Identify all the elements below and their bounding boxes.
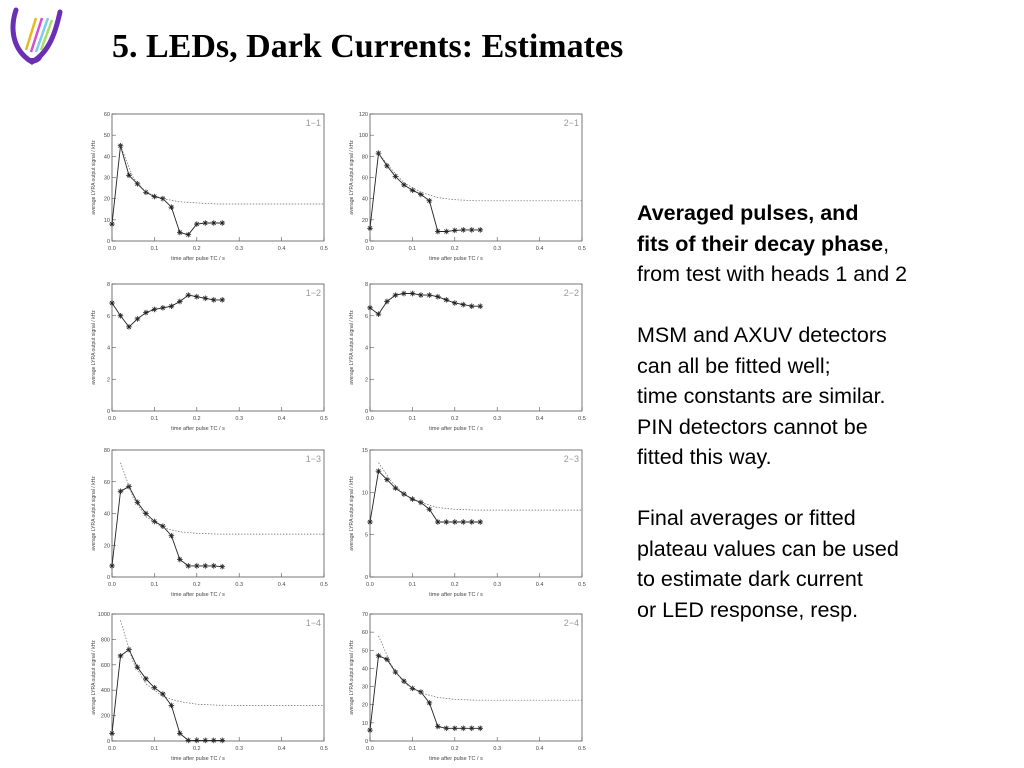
y-tick-label: 50 [361,648,368,655]
data-point-marker [186,738,192,744]
x-tick-label: 0.4 [535,416,544,422]
data-point-marker [202,220,208,226]
data-point-marker [418,292,424,298]
measured-curve [112,487,222,567]
y-tick-label: 400 [100,688,110,695]
data-point-marker [460,227,466,233]
x-tick-label: 0.5 [578,746,586,752]
plot-head2-ch4 [342,606,592,766]
data-point-marker [211,738,217,744]
x-tick-label: 0.3 [493,746,502,752]
data-point-marker [477,227,483,233]
data-point-marker [211,563,217,569]
y-tick-label: 80 [361,154,368,161]
text-p3-line: or LED response, resp. [637,597,859,622]
chart-svg [84,606,334,766]
lyre-logo-icon [6,4,64,70]
y-tick-label: 600 [100,662,110,669]
x-axis-label: time after pulse TC / s [429,256,483,262]
panel-label: 1−4 [305,618,321,628]
data-point-marker [435,294,441,300]
x-tick-label: 0.0 [108,246,116,252]
data-point-marker [143,511,149,517]
x-axis-label: time after pulse TC / s [429,756,483,762]
x-axis-label: time after pulse TC / s [171,756,225,762]
panel-label: 2−2 [563,288,579,298]
data-point-marker [418,689,424,695]
data-point-marker [177,299,183,305]
x-tick-label: 0.2 [192,416,201,422]
data-point-marker [186,232,192,238]
y-tick-label: 20 [361,702,368,709]
data-point-marker [444,297,450,303]
chart-svg [342,276,592,436]
data-point-marker [376,150,382,156]
x-tick-label: 0.3 [493,416,502,422]
data-point-marker [452,300,458,306]
y-tick-label: 0 [364,739,368,745]
data-point-marker [460,302,466,308]
data-point-marker [169,303,175,309]
data-point-marker [469,303,475,309]
x-axis-label: time after pulse TC / s [171,256,225,262]
y-axis-label: average LYRA output signal / kHz [91,310,97,385]
y-axis-label: average LYRA output signal / kHz [91,476,97,551]
x-tick-label: 0.2 [450,582,459,588]
text-paragraph-1 [637,198,1017,290]
x-axis-label: time after pulse TC / s [171,592,225,598]
fit-curve [379,463,583,510]
y-axis-label: average LYRA output signal / kHz [349,140,355,215]
y-tick-label: 1000 [97,612,110,618]
y-tick-label: 10 [361,720,368,727]
chart-svg [84,106,334,266]
measured-curve [370,656,480,730]
y-tick-label: 4 [106,345,110,352]
data-point-marker [219,738,225,744]
chart-svg [84,442,334,602]
x-tick-label: 0.1 [150,246,159,252]
x-tick-label: 0.2 [192,246,201,252]
data-point-marker [169,533,175,539]
x-tick-label: 0.0 [366,416,374,422]
x-tick-label: 0.2 [192,746,201,752]
data-point-marker [469,227,475,233]
text-p2-line: time constants are similar. [637,384,886,408]
data-point-marker [444,726,450,732]
data-point-marker [118,143,124,149]
y-tick-label: 800 [100,637,110,644]
y-tick-label: 40 [103,511,110,518]
x-tick-label: 0.0 [108,582,116,588]
data-point-marker [202,563,208,569]
y-tick-label: 5 [364,532,368,539]
data-point-marker [469,519,475,525]
fit-curve [379,153,583,201]
x-tick-label: 0.5 [320,582,328,588]
plot-head1-ch3 [84,442,334,602]
data-point-marker [401,291,407,297]
x-tick-label: 0.0 [366,582,374,588]
y-tick-label: 40 [361,196,368,203]
y-tick-label: 6 [364,313,368,320]
text-p2-line: MSM and AXUV detectors [637,323,887,347]
data-point-marker [367,226,373,232]
data-point-marker [367,727,373,733]
text-paragraph-2 [637,320,1017,473]
y-tick-label: 60 [361,630,368,637]
x-tick-label: 0.1 [408,582,417,588]
data-point-marker [211,297,217,303]
data-point-marker [152,307,158,313]
data-point-marker [109,300,115,306]
text-p2-line: PIN detectors cannot be [637,414,868,439]
x-tick-label: 0.5 [578,246,586,252]
chart-svg [84,276,334,436]
y-axis-label: average LYRA output signal / kHz [349,310,355,385]
y-tick-label: 8 [364,282,368,288]
x-tick-label: 0.5 [578,416,586,422]
x-tick-label: 0.4 [535,246,544,252]
plot-frame [112,114,324,241]
plot-head2-ch2 [342,276,592,436]
y-tick-label: 30 [361,684,368,691]
data-point-marker [401,491,407,497]
y-tick-label: 60 [103,479,110,486]
x-tick-label: 0.2 [450,416,459,422]
data-point-marker [427,506,433,512]
panel-label: 2−4 [563,618,579,628]
y-tick-label: 10 [361,490,368,497]
y-tick-label: 30 [103,175,110,182]
x-tick-label: 0.3 [235,416,244,422]
data-point-marker [435,519,441,525]
data-point-marker [384,657,390,663]
data-point-marker [109,221,115,227]
x-tick-label: 0.4 [535,746,544,752]
x-tick-label: 0.2 [192,582,201,588]
data-point-marker [477,726,483,732]
data-point-marker [469,726,475,732]
x-tick-label: 0.5 [578,582,586,588]
data-point-marker [169,703,175,709]
x-axis-label: time after pulse TC / s [429,592,483,598]
x-axis-label: time after pulse TC / s [429,426,483,432]
data-point-marker [444,519,450,525]
data-point-marker [435,724,441,730]
x-tick-label: 0.4 [535,582,544,588]
y-tick-label: 20 [103,196,110,203]
x-tick-label: 0.0 [366,746,374,752]
data-point-marker [410,187,416,193]
text-bold-line-2: fits of their decay phase [637,231,884,256]
y-tick-label: 70 [361,612,368,618]
x-tick-label: 0.4 [277,582,286,588]
text-p3-line: plateau values can be used [637,536,899,561]
data-point-marker [219,220,225,226]
text-panel [637,198,1017,656]
data-point-marker [109,731,115,737]
y-tick-label: 0 [106,575,110,581]
data-point-marker [202,738,208,744]
y-tick-label: 20 [361,217,368,224]
x-axis-label: time after pulse TC / s [171,426,225,432]
y-axis-label: average LYRA output signal / kHz [91,140,97,215]
y-tick-label: 2 [106,377,110,384]
x-tick-label: 0.0 [108,746,116,752]
text-p2-line: fitted this way. [637,445,772,469]
data-point-marker [118,313,124,319]
measured-curve [112,650,222,741]
data-point-marker [393,292,399,298]
x-tick-label: 0.5 [320,246,328,252]
text-bold-line-1: Averaged pulses, and [637,201,859,225]
panel-label: 2−3 [563,454,579,464]
data-point-marker [194,294,200,300]
y-tick-label: 4 [364,345,368,352]
x-tick-label: 0.1 [408,246,417,252]
data-point-marker [410,291,416,297]
x-tick-label: 0.0 [366,246,374,252]
plot-head2-ch1 [342,106,592,266]
text-p3-line: Final averages or fitted [637,506,856,530]
data-point-marker [219,297,225,303]
x-tick-label: 0.4 [277,416,286,422]
data-point-marker [194,563,200,569]
plot-frame [112,614,324,741]
x-tick-label: 0.5 [320,416,328,422]
y-tick-label: 60 [103,112,110,118]
y-tick-label: 2 [364,377,368,384]
x-tick-label: 0.2 [450,246,459,252]
data-point-marker [367,519,373,525]
text-paragraph-3 [637,503,1017,625]
data-point-marker [202,295,208,301]
y-tick-label: 0 [106,739,110,745]
data-point-marker [177,557,183,563]
fit-curve [379,636,583,700]
data-point-marker [211,220,217,226]
data-point-marker [435,229,441,235]
y-tick-label: 80 [103,448,110,454]
x-tick-label: 0.2 [450,746,459,752]
data-point-marker [452,519,458,525]
x-tick-label: 0.3 [235,582,244,588]
y-tick-label: 60 [361,175,368,182]
y-tick-label: 8 [106,282,110,288]
data-point-marker [444,229,450,235]
x-tick-label: 0.3 [235,746,244,752]
y-tick-label: 40 [361,666,368,673]
panel-label: 1−2 [305,288,321,298]
chart-svg [342,442,592,602]
data-point-marker [109,563,115,569]
fit-curve [121,620,325,705]
y-tick-label: 100 [358,133,368,140]
data-point-marker [452,726,458,732]
data-point-marker [477,303,483,309]
y-tick-label: 20 [103,543,110,550]
y-axis-label: average LYRA output signal / kHz [349,476,355,551]
x-tick-label: 0.3 [493,246,502,252]
plot-head1-ch2 [84,276,334,436]
y-tick-label: 200 [100,713,110,720]
data-point-marker [160,305,166,311]
data-point-marker [152,685,158,691]
text-p2-line: can all be fitted well; [637,353,831,378]
fit-curve [121,463,325,534]
y-tick-label: 0 [106,239,110,245]
data-point-marker [169,204,175,210]
data-point-marker [452,228,458,234]
data-point-marker [177,230,183,236]
y-tick-label: 40 [103,154,110,161]
chart-svg [342,106,592,266]
y-axis-label: average LYRA output signal / kHz [91,640,97,715]
y-tick-label: 0 [106,409,110,415]
data-point-marker [427,292,433,298]
data-point-marker [477,519,483,525]
y-tick-label: 0 [364,575,368,581]
plot-head1-ch4 [84,606,334,766]
x-tick-label: 0.3 [235,246,244,252]
plot-frame [370,450,582,577]
chart-svg [342,606,592,766]
data-point-marker [460,519,466,525]
data-point-marker [401,678,407,684]
data-point-marker [460,726,466,732]
data-point-marker [194,738,200,744]
plot-frame [112,284,324,411]
y-tick-label: 10 [103,217,110,224]
text-p3-line: to estimate dark current [637,567,863,591]
x-tick-label: 0.1 [150,746,159,752]
x-tick-label: 0.1 [150,582,159,588]
plot-head2-ch3 [342,442,592,602]
y-tick-label: 0 [364,409,368,415]
plot-frame [370,614,582,741]
y-tick-label: 6 [106,313,110,320]
y-tick-label: 50 [103,133,110,140]
y-tick-label: 0 [364,239,368,245]
data-point-marker [177,731,183,737]
data-point-marker [118,488,124,494]
y-tick-label: 120 [358,112,368,118]
data-point-marker [219,564,225,570]
y-axis-label: average LYRA output signal / kHz [349,640,355,715]
plot-frame [370,114,582,241]
x-tick-label: 0.0 [108,416,116,422]
data-point-marker [393,174,399,180]
panel-label: 1−1 [305,118,321,128]
text-line-3: from test with heads 1 and 2 [637,262,908,286]
x-tick-label: 0.1 [408,746,417,752]
plot-head1-ch1 [84,106,334,266]
panel-label: 1−3 [305,454,321,464]
data-point-marker [160,691,166,697]
y-tick-label: 15 [361,448,368,454]
data-point-marker [376,653,382,659]
panel-label: 2−1 [563,118,579,128]
data-point-marker [118,653,124,659]
plot-grid [84,106,604,768]
x-tick-label: 0.1 [408,416,417,422]
x-tick-label: 0.4 [277,246,286,252]
data-point-marker [367,305,373,311]
slide-title: 5. LEDs, Dark Currents: Estimates [112,28,624,65]
x-tick-label: 0.5 [320,746,328,752]
x-tick-label: 0.3 [493,582,502,588]
plot-frame [370,284,582,411]
x-tick-label: 0.4 [277,746,286,752]
x-tick-label: 0.1 [150,416,159,422]
text-line-2-suffix: , [883,231,890,256]
